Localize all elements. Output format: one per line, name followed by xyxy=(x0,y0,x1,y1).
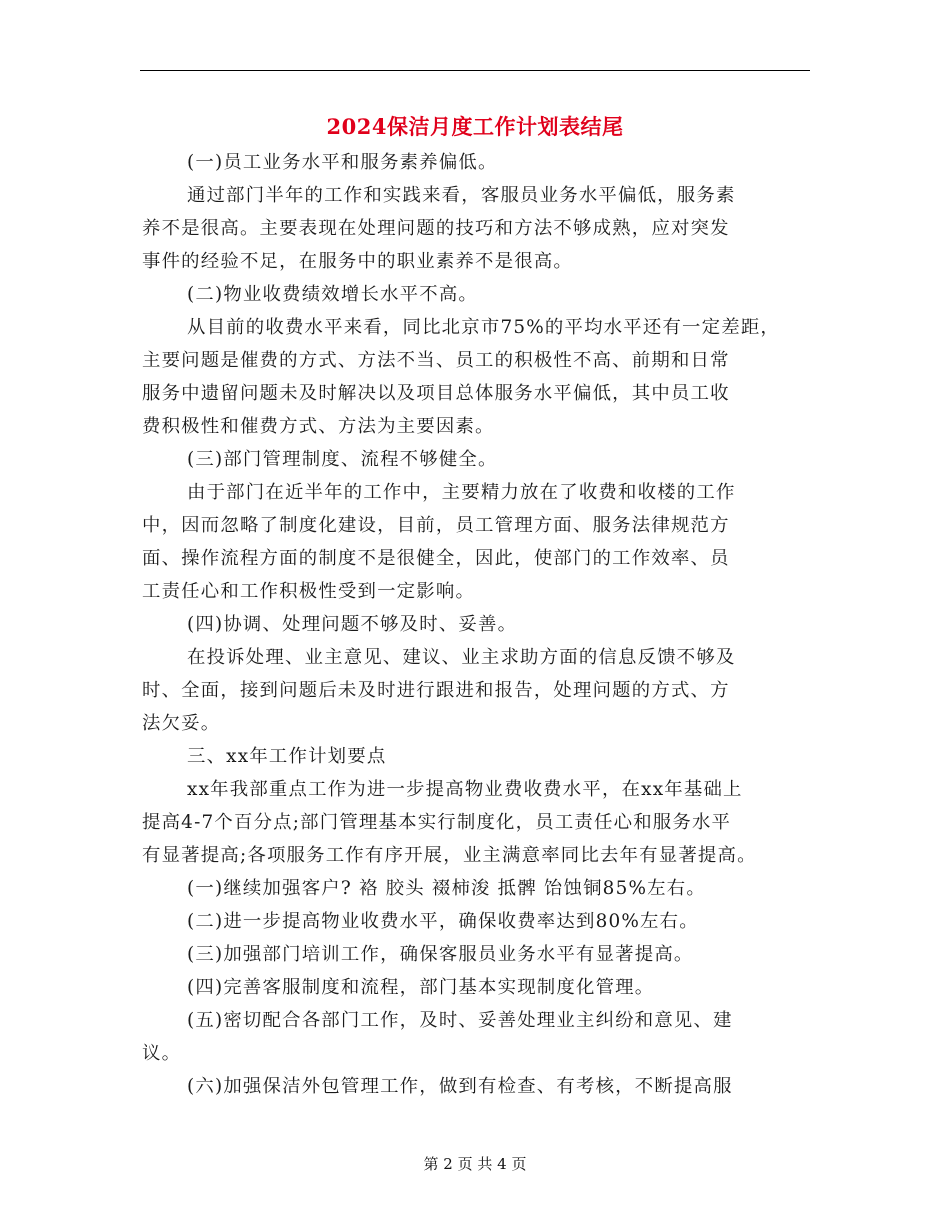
text-line: (一)继续加强客户? 袼 胶头 裰柿浚 抵髀 饴蚀铜85%左右。 xyxy=(187,878,706,899)
document-title: 2024保洁月度工作计划表结尾 xyxy=(326,114,624,139)
text-line: (五)密切配合各部门工作，及时、妥善处理业主纠纷和意见、建 xyxy=(187,1010,733,1031)
text-line: 法欠妥。 xyxy=(142,713,221,734)
text-line: (三)加强部门培训工作，确保客服员业务水平有显著提高。 xyxy=(187,944,694,965)
text-line: 面、操作流程方面的制度不是很健全，因此，使部门的工作效率、员 xyxy=(142,548,730,569)
text-line: 三、xx年工作计划要点 xyxy=(187,746,387,767)
text-line: 事件的经验不足，在服务中的职业素养不是很高。 xyxy=(142,251,573,272)
text-line: 养不是很高。主要表现在处理问题的技巧和方法不够成熟，应对突发 xyxy=(142,218,730,239)
text-line: 提高4-7个百分点;部门管理基本实行制度化，员工责任心和服务水平 xyxy=(142,812,732,833)
text-line: 费积极性和催费方式、方法为主要因素。 xyxy=(142,416,495,437)
text-line: 主要问题是催费的方式、方法不当、员工的积极性不高、前期和日常 xyxy=(142,350,730,371)
header-rule xyxy=(140,70,810,71)
text-line: 在投诉处理、业主意见、建议、业主求助方面的信息反馈不够及 xyxy=(187,647,736,668)
text-line: (三)部门管理制度、流程不够健全。 xyxy=(187,449,498,470)
text-line: 通过部门半年的工作和实践来看，客服员业务水平偏低，服务素 xyxy=(187,185,736,206)
text-line: 中，因而忽略了制度化建设，目前，员工管理方面、服务法律规范方 xyxy=(142,515,730,536)
text-line: 有显著提高;各项服务工作有序开展，业主满意率同比去年有显著提高。 xyxy=(142,845,757,866)
text-line: 时、全面，接到问题后未及时进行跟进和报告，处理问题的方式、方 xyxy=(142,680,730,701)
text-line: 服务中遗留问题未及时解决以及项目总体服务水平偏低，其中员工收 xyxy=(142,383,730,404)
text-line: 工责任心和工作积极性受到一定影响。 xyxy=(142,581,476,602)
text-line: 从目前的收费水平来看，同比北京市75%的平均水平还有一定差距， xyxy=(187,317,781,338)
text-line: (四)完善客服制度和流程，部门基本实现制度化管理。 xyxy=(187,977,655,998)
text-line: 由于部门在近半年的工作中，主要精力放在了收费和收楼的工作 xyxy=(187,482,736,503)
text-line: (二)物业收费绩效增长水平不高。 xyxy=(187,284,479,305)
text-line: (四)协调、处理问题不够及时、妥善。 xyxy=(187,614,518,635)
text-line: (一)员工业务水平和服务素养偏低。 xyxy=(187,152,498,173)
document-body xyxy=(142,146,822,1103)
text-line: 议。 xyxy=(142,1043,182,1064)
text-line: (二)进一步提高物业收费水平，确保收费率达到80%左右。 xyxy=(187,911,699,932)
text-line: (六)加强保洁外包管理工作，做到有检查、有考核，不断提高服 xyxy=(187,1076,733,1097)
text-line: xx年我部重点工作为进一步提高物业费收费水平，在xx年基础上 xyxy=(187,779,743,800)
page-number-footer: 第 2 页 共 4 页 xyxy=(423,1155,527,1173)
